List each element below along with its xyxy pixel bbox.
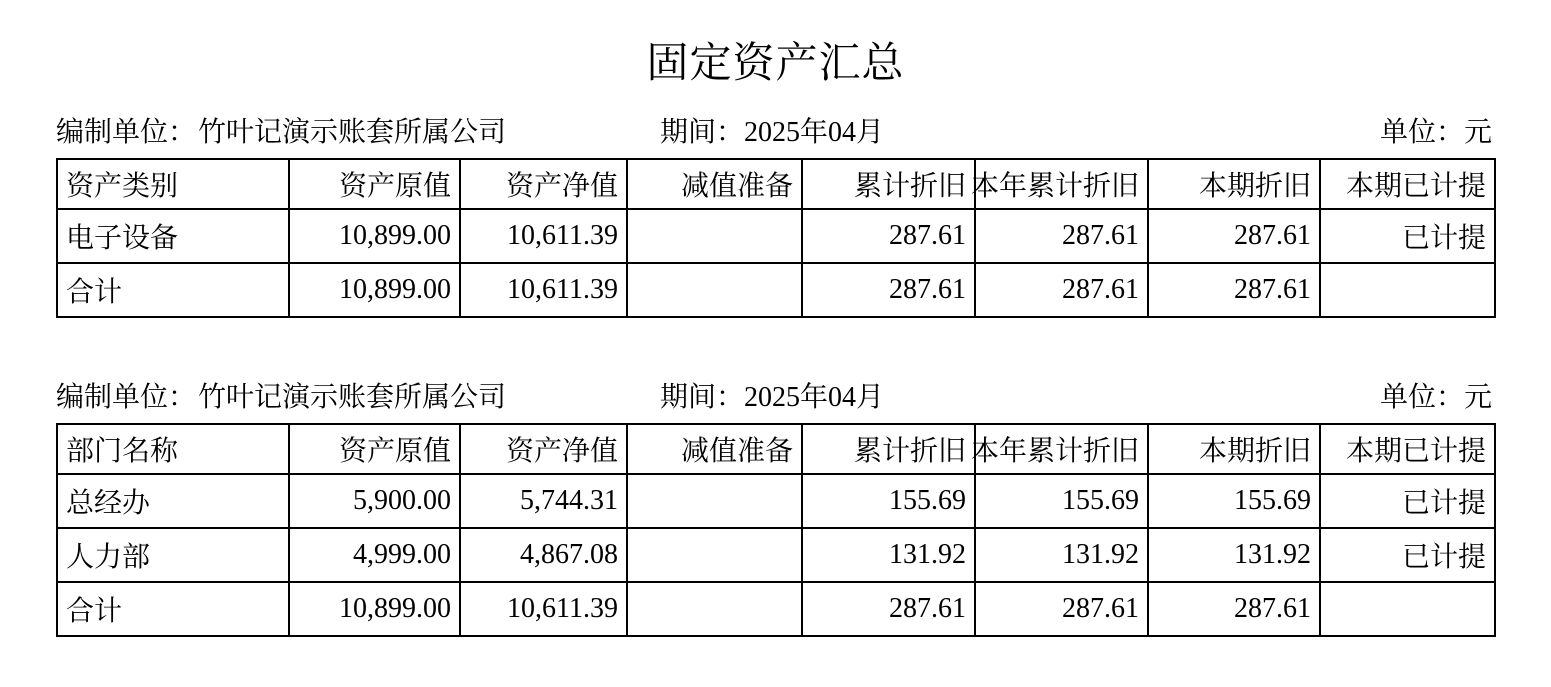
assets-by-category-table: [56, 158, 1496, 318]
cell-impairment-provision: [627, 528, 802, 582]
cell-period-accrued-status: 已计提: [1320, 474, 1495, 528]
period-label: 期间：: [660, 382, 745, 413]
cell-accum-depreciation: 287.61: [802, 263, 975, 317]
cell-accum-depreciation: 287.61: [802, 582, 975, 636]
cell-period-depreciation: 287.61: [1148, 209, 1320, 263]
unit-label: 单位：: [1379, 117, 1464, 148]
header-period-accrued-status: 本期已计提: [1320, 424, 1495, 474]
cell-impairment-provision: [627, 582, 802, 636]
total-row: [57, 263, 1495, 317]
header-impairment-provision: 减值准备: [627, 424, 802, 474]
cell-period-depreciation: 131.92: [1148, 528, 1320, 582]
cell-net-value: 10,611.39: [460, 209, 627, 263]
cell-original-value: 5,900.00: [289, 474, 460, 528]
cell-net-value: 10,611.39: [460, 263, 627, 317]
cell-year-accum-depreciation: 287.61: [975, 209, 1148, 263]
cell-impairment-provision: [627, 209, 802, 263]
cell-period-depreciation: 287.61: [1148, 582, 1320, 636]
sheet-meta: [56, 112, 1494, 158]
header-accum-depreciation: 累计折旧: [802, 424, 975, 474]
cell-original-value: 10,899.00: [289, 209, 460, 263]
period-value: 2025年04月: [744, 382, 885, 413]
cell-year-accum-depreciation: 287.61: [975, 582, 1148, 636]
table-row: [57, 528, 1495, 582]
org-value: 竹叶记演示账套所属公司: [198, 117, 507, 148]
header-row: [57, 424, 1495, 474]
header-net-value: 资产净值: [460, 159, 627, 209]
cell-period-depreciation: 287.61: [1148, 263, 1320, 317]
header-original-value: 资产原值: [289, 424, 460, 474]
header-net-value: 资产净值: [460, 424, 627, 474]
cell-original-value: 10,899.00: [289, 263, 460, 317]
header-period-accrued-status: 本期已计提: [1320, 159, 1495, 209]
page-title: 固定资产汇总: [646, 41, 905, 87]
period: [660, 377, 884, 419]
unit-label: 单位：: [1379, 382, 1464, 413]
header-original-value: 资产原值: [289, 159, 460, 209]
header-row-label: 资产类别: [57, 159, 289, 209]
header-year-accum-depreciation-text: 本年累计折旧: [970, 171, 1139, 202]
period-value: 2025年04月: [744, 117, 885, 148]
unit: [1380, 112, 1492, 154]
cell-row-label: 合计: [57, 582, 289, 636]
header-impairment-provision: 减值准备: [627, 159, 802, 209]
period-label: 期间：: [660, 117, 745, 148]
cell-original-value: 4,999.00: [289, 528, 460, 582]
unit-value: 元: [1463, 382, 1492, 413]
header-year-accum-depreciation: [970, 424, 1148, 474]
org-value: 竹叶记演示账套所属公司: [198, 382, 507, 413]
cell-row-label: 人力部: [57, 528, 289, 582]
cell-year-accum-depreciation: 287.61: [975, 263, 1148, 317]
cell-accum-depreciation: 155.69: [802, 474, 975, 528]
cell-year-accum-depreciation: 155.69: [975, 474, 1148, 528]
cell-net-value: 5,744.31: [460, 474, 627, 528]
cell-net-value: 10,611.39: [460, 582, 627, 636]
assets-by-category-section: [56, 112, 1494, 318]
cell-period-accrued-status: 已计提: [1320, 209, 1495, 263]
cell-row-label: 总经办: [57, 474, 289, 528]
header-row: [57, 159, 1495, 209]
header-period-depreciation: 本期折旧: [1148, 159, 1320, 209]
assets-by-department-section: [56, 377, 1494, 637]
cell-impairment-provision: [627, 474, 802, 528]
header-year-accum-depreciation-text: 本年累计折旧: [970, 436, 1139, 467]
cell-period-accrued-status: 已计提: [1320, 528, 1495, 582]
period: [660, 112, 884, 154]
cell-accum-depreciation: 287.61: [802, 209, 975, 263]
cell-original-value: 10,899.00: [289, 582, 460, 636]
cell-period-accrued-status: [1320, 263, 1495, 317]
header-year-accum-depreciation: [970, 159, 1148, 209]
cell-period-depreciation: 155.69: [1148, 474, 1320, 528]
cell-row-label: 电子设备: [57, 209, 289, 263]
sheet-meta: [56, 377, 1494, 423]
unit-value: 元: [1463, 117, 1492, 148]
unit: [1380, 377, 1492, 419]
org-label: 编制单位：: [56, 117, 197, 148]
header-accum-depreciation: 累计折旧: [802, 159, 975, 209]
table-row: [57, 209, 1495, 263]
total-row: [57, 582, 1495, 636]
org-label: 编制单位：: [56, 382, 197, 413]
assets-by-department-table: [56, 423, 1496, 637]
header-row-label: 部门名称: [57, 424, 289, 474]
table-row: [57, 474, 1495, 528]
cell-row-label: 合计: [57, 263, 289, 317]
cell-period-accrued-status: [1320, 582, 1495, 636]
cell-year-accum-depreciation: 131.92: [975, 528, 1148, 582]
cell-net-value: 4,867.08: [460, 528, 627, 582]
cell-accum-depreciation: 131.92: [802, 528, 975, 582]
header-period-depreciation: 本期折旧: [1148, 424, 1320, 474]
cell-impairment-provision: [627, 263, 802, 317]
